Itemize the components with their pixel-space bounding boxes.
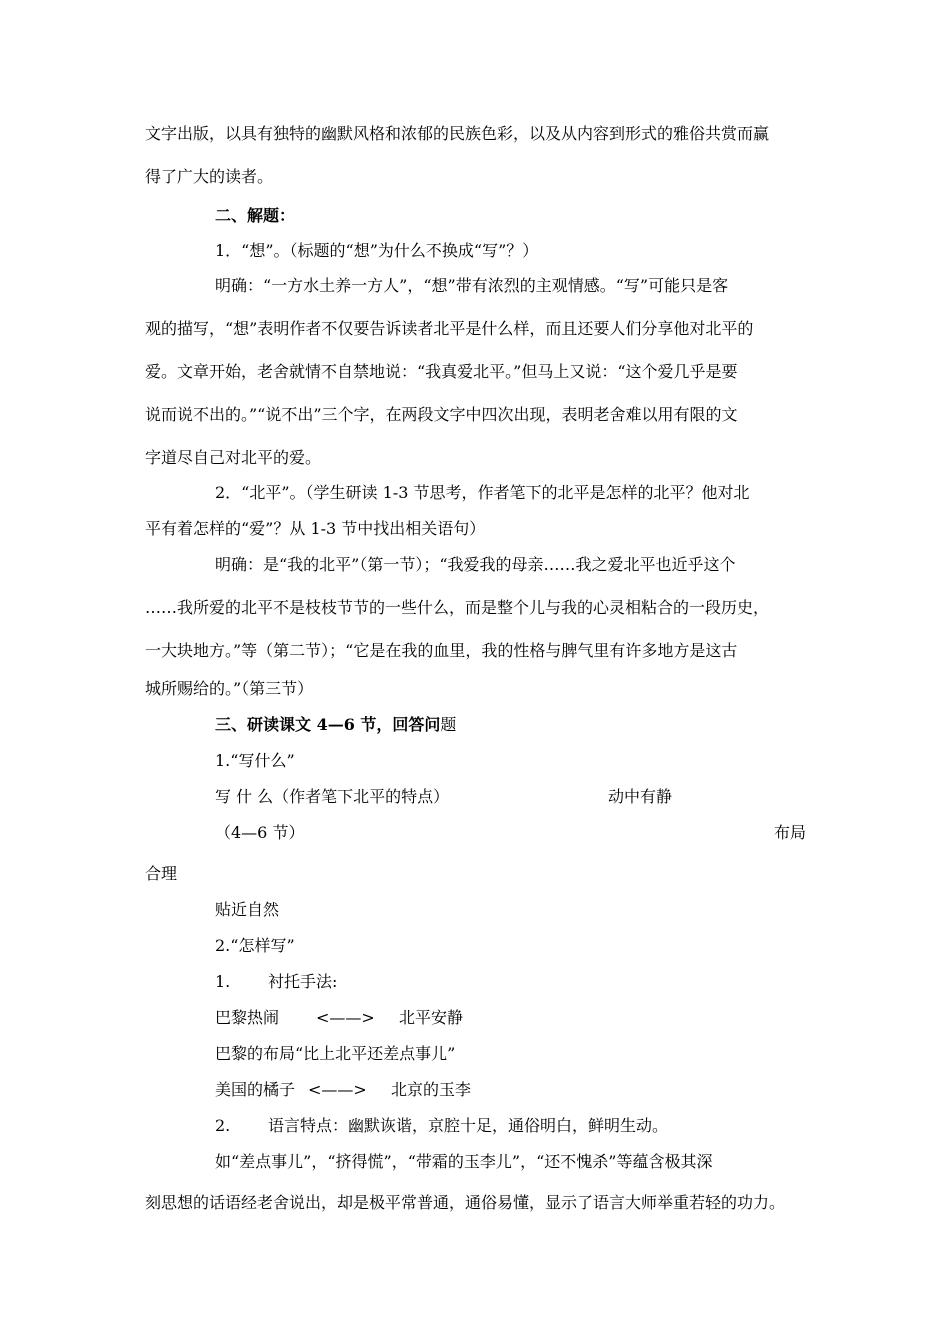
answer-line: 明确：是“我的北平”（第一节）；“我爱我的母亲……我之爱北平也近乎这个: [215, 555, 736, 574]
contrast-arrow: <——>: [308, 1080, 367, 1099]
feature-item: 动中有静: [608, 787, 673, 806]
contrast-right: 北京的玉李: [391, 1080, 472, 1099]
question-line: 平有着怎样的“爱”？从 1-3 节中找出相关语句）: [145, 519, 486, 538]
feature-item: 合理: [145, 864, 178, 883]
answer-line: 爱。文章开始，老舍就情不自禁地说：“我真爱北平。”但马上又说：“这个爱几乎是要: [145, 362, 738, 381]
section-heading: [215, 715, 456, 737]
contrast-right: 北平安静: [399, 1008, 464, 1027]
section-heading-bold: 三、研读课文 4—6 节，回答问: [215, 715, 441, 734]
answer-line: 说而说不出的。”“说不出”三个字，在两段文字中四次出现，表明老舍难以用有限的文: [145, 405, 738, 424]
answer-line: 一大块地方。”等（第二节）；“它是在我的血里，我的性格与脾气里有许多地方是这古: [145, 641, 738, 660]
what-label: 写 什 么（作者笔下北平的特点）: [215, 787, 450, 806]
feature-item: 贴近自然: [215, 900, 280, 919]
answer-line: 明确：“一方水土养一方人”，“想”带有浓烈的主观情感。“写”可能只是客: [215, 276, 729, 295]
method-number: 2.: [215, 1116, 231, 1135]
feature-item: 布局: [774, 823, 807, 842]
range-label: （4—6 节）: [215, 823, 305, 842]
contrast-left: 美国的橘子: [215, 1080, 296, 1099]
answer-line: 字道尽自己对北平的爱。: [145, 448, 322, 467]
contrast-left: 巴黎热闹: [215, 1008, 280, 1027]
answer-line: 观的描写，“想”表明作者不仅要告诉读者北平是什么样，而且还要人们分享他对北平的: [145, 319, 754, 338]
contrast-line: 巴黎的布局“比上北平还差点事儿”: [215, 1044, 456, 1063]
section-heading: 二、解题：: [215, 206, 296, 225]
body-text-line: 文字出版，以具有独特的幽默风格和浓郁的民族色彩，以及从内容到形式的雅俗共赏而赢: [145, 124, 770, 143]
contrast-arrow: <——>: [316, 1008, 375, 1027]
body-text-line: 如“差点事儿”，“挤得慌”，“带霜的玉李儿”，“还不愧杀”等蕴含极其深: [215, 1152, 713, 1171]
method-text: 衬托手法:: [268, 972, 338, 991]
body-text-line: 刻思想的话语经老舍说出，却是极平常普通，通俗易懂，显示了语言大师举重若轻的功力。: [145, 1193, 786, 1212]
body-text-line: 得了广大的读者。: [145, 167, 274, 186]
question-line: 2．“北平”。（学生研读 1-3 节思考，作者笔下的北平是怎样的北平？他对北: [215, 483, 750, 502]
question-line: 1．“想”。（标题的“想”为什么不换成“写”？）: [215, 241, 539, 260]
subheading: 2.“怎样写”: [215, 936, 295, 955]
method-number: 1.: [215, 972, 231, 991]
section-heading-tail: 题: [440, 715, 457, 734]
method-text: 语言特点：幽默诙谐，京腔十足，通俗明白，鲜明生动。: [268, 1116, 669, 1135]
answer-line: ……我所爱的北平不是枝枝节节的一些什么，而是整个儿与我的心灵相粘合的一段历史，: [145, 598, 770, 617]
subheading: 1.“写什么”: [215, 751, 295, 770]
answer-line: 城所赐给的。”（第三节）: [145, 679, 314, 698]
